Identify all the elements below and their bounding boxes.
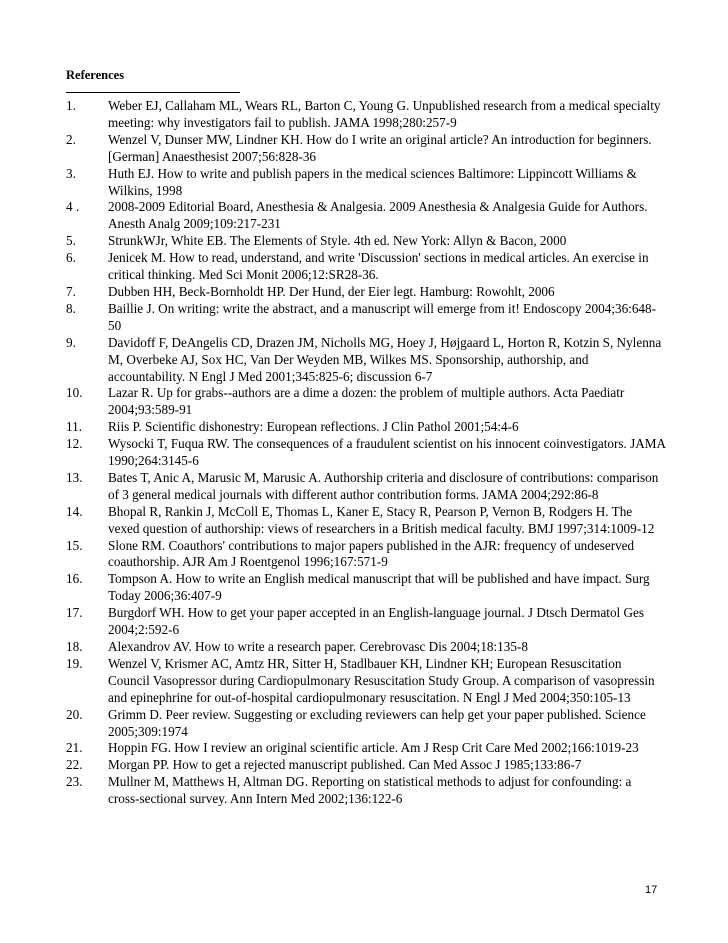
- reference-text: Huth EJ. How to write and publish papers in the medical sciences Baltimore: Lippincott Williams & Wilkins, 1998: [108, 165, 637, 198]
- reference-text: Wysocki T, Fuqua RW. The consequences of a fraudulent scientist on his innocent coinvestigators. JAMA 1990;264:3145-6: [108, 436, 666, 469]
- reference-item: [66, 419, 666, 436]
- page-number: 17: [645, 884, 658, 896]
- reference-item: [66, 504, 666, 538]
- reference-text: Morgan PP. How to get a rejected manuscript published. Can Med Assoc J 1985;133:86-7: [108, 757, 582, 773]
- reference-number: 9.: [66, 334, 76, 350]
- reference-item: [66, 284, 666, 301]
- reference-item: [66, 605, 666, 639]
- reference-text: Weber EJ, Callaham ML, Wears RL, Barton C, Young G. Unpublished research from a medical specialty meeting: why investigators fail to publish. JAMA 1998;280:257-9: [108, 98, 661, 130]
- reference-item: [66, 166, 666, 200]
- reference-item: [66, 199, 666, 233]
- reference-number: 7.: [66, 283, 76, 299]
- reference-item: [66, 757, 666, 774]
- reference-item: [66, 233, 666, 250]
- reference-item: [66, 301, 666, 335]
- references-heading: References: [66, 68, 125, 82]
- heading-divider: [66, 92, 240, 93]
- reference-item: [66, 132, 666, 166]
- reference-text: Dubben HH, Beck-Bornholdt HP. Der Hund, der Eier legt. Hamburg: Rowohlt, 2006: [108, 283, 555, 299]
- reference-text: Lazar R. Up for grabs--authors are a dime a dozen: the problem of multiple authors. Acta Paediatr 2004;93:589-91: [108, 385, 625, 418]
- reference-number: 14.: [66, 503, 83, 519]
- reference-item: [66, 470, 666, 504]
- reference-text: Alexandrov AV. How to write a research paper. Cerebrovasc Dis 2004;18:135-8: [108, 639, 528, 654]
- reference-item: [66, 571, 666, 605]
- reference-text: Wenzel V, Dunser MW, Lindner KH. How do I write an original article? An introduction for beginners. [German] Anaesthesist 2007;56:828-36: [108, 131, 652, 164]
- reference-text: Baillie J. On writing: write the abstract, and a manuscript will emerge from it! Endoscopy 2004;36:648-50: [108, 300, 657, 333]
- reference-number: 21.: [66, 740, 83, 756]
- reference-item: [66, 740, 666, 757]
- reference-text: Slone RM. Coauthors' contributions to major papers published in the AJR: frequency of undeserved coauthorship. AJR Am J Roentgenol 1996;167:571-9: [108, 537, 635, 570]
- reference-number: 4 .: [66, 199, 80, 215]
- reference-number: 13.: [66, 469, 83, 485]
- reference-text: Hoppin FG. How I review an original scientific article. Am J Resp Crit Care Med 2002;166:1019-23: [108, 740, 639, 756]
- reference-text: Tompson A. How to write an English medical manuscript that will be published and have impact. Surg Today 2006;36:407-9: [108, 571, 650, 604]
- reference-text: Bhopal R, Rankin J, McColl E, Thomas L, Kaner E, Stacy R, Pearson P, Vernon B, Rodgers H. The vexed question of authorship: views of researchers in a British medical faculty. BMJ 1997;314:1009-12: [108, 503, 655, 536]
- reference-text: Jenicek M. How to read, understand, and write 'Discussion' sections in medical articles. An exercise in critical thinking. Med Sci Monit 2006;12:SR28-36.: [108, 250, 649, 283]
- reference-number: 11.: [66, 419, 82, 435]
- reference-number: 23.: [66, 774, 83, 790]
- reference-text: Mullner M, Matthews H, Altman DG. Reporting on statistical methods to adjust for confounding: a cross-sectional survey. Ann Intern Med 2002;136:122-6: [108, 774, 632, 807]
- reference-number: 22.: [66, 757, 83, 773]
- reference-item: [66, 335, 666, 386]
- reference-number: 15.: [66, 537, 83, 553]
- reference-list: [66, 98, 666, 808]
- reference-number: 1.: [66, 98, 76, 113]
- reference-number: 10.: [66, 385, 83, 401]
- reference-text: Burgdorf WH. How to get your paper accepted in an English-language journal. J Dtsch Dermatol Ges 2004;2:592-6: [108, 605, 645, 638]
- reference-item: [66, 538, 666, 572]
- reference-number: 19.: [66, 655, 83, 671]
- reference-text: Davidoff F, DeAngelis CD, Drazen JM, Nicholls MG, Hoey J, Højgaard L, Horton R, Kotzin S, Nylenna M, Overbeke AJ, Sox HC, Van Der Weyden MB, Wilkes MS. Sponsorship, authorship, and accountability. N Engl J Med 2001;345:825-6; discussion 6-7: [108, 334, 662, 384]
- reference-text: StrunkWJr, White EB. The Elements of Style. 4th ed. New York: Allyn & Bacon, 2000: [108, 233, 567, 249]
- reference-number: 18.: [66, 639, 83, 654]
- reference-item: [66, 436, 666, 470]
- reference-item: [66, 385, 666, 419]
- reference-item: [66, 707, 666, 741]
- reference-text: Grimm D. Peer review. Suggesting or excluding reviewers can help get your paper published. Science 2005;309:1974: [108, 706, 646, 739]
- reference-number: 5.: [66, 233, 76, 249]
- reference-number: 3.: [66, 165, 76, 181]
- reference-number: 2.: [66, 131, 76, 147]
- reference-number: 8.: [66, 300, 76, 316]
- reference-item: [66, 250, 666, 284]
- reference-number: 16.: [66, 571, 83, 587]
- reference-number: 20.: [66, 706, 83, 722]
- reference-number: 12.: [66, 436, 83, 452]
- reference-text: Wenzel V, Krismer AC, Amtz HR, Sitter H, Stadlbauer KH, Lindner KH; European Resuscitation Council Vasopressor during Cardiopulmonary Resuscitation Study Group. A comparison of vasopressin and epinephrine for out-of-hospital cardiopulmonary resuscitation. N Engl J Med 2004;350:105-13: [108, 655, 655, 705]
- reference-item: [66, 639, 666, 656]
- reference-text: Bates T, Anic A, Marusic M, Marusic A. Authorship criteria and disclosure of contributions: comparison of 3 general medical journals with different author contribution forms. JAMA 2004;292:86-8: [108, 469, 659, 502]
- reference-item: [66, 656, 666, 707]
- reference-text: 2008-2009 Editorial Board, Anesthesia & Analgesia. 2009 Anesthesia & Analgesia Guide for Authors. Anesth Analg 2009;109:217-231: [108, 199, 648, 232]
- reference-item: [66, 774, 666, 808]
- reference-item: [66, 98, 666, 132]
- reference-number: 6.: [66, 250, 76, 266]
- reference-number: 17.: [66, 605, 83, 621]
- reference-text: Riis P. Scientific dishonestry: European reflections. J Clin Pathol 2001;54:4-6: [108, 419, 519, 435]
